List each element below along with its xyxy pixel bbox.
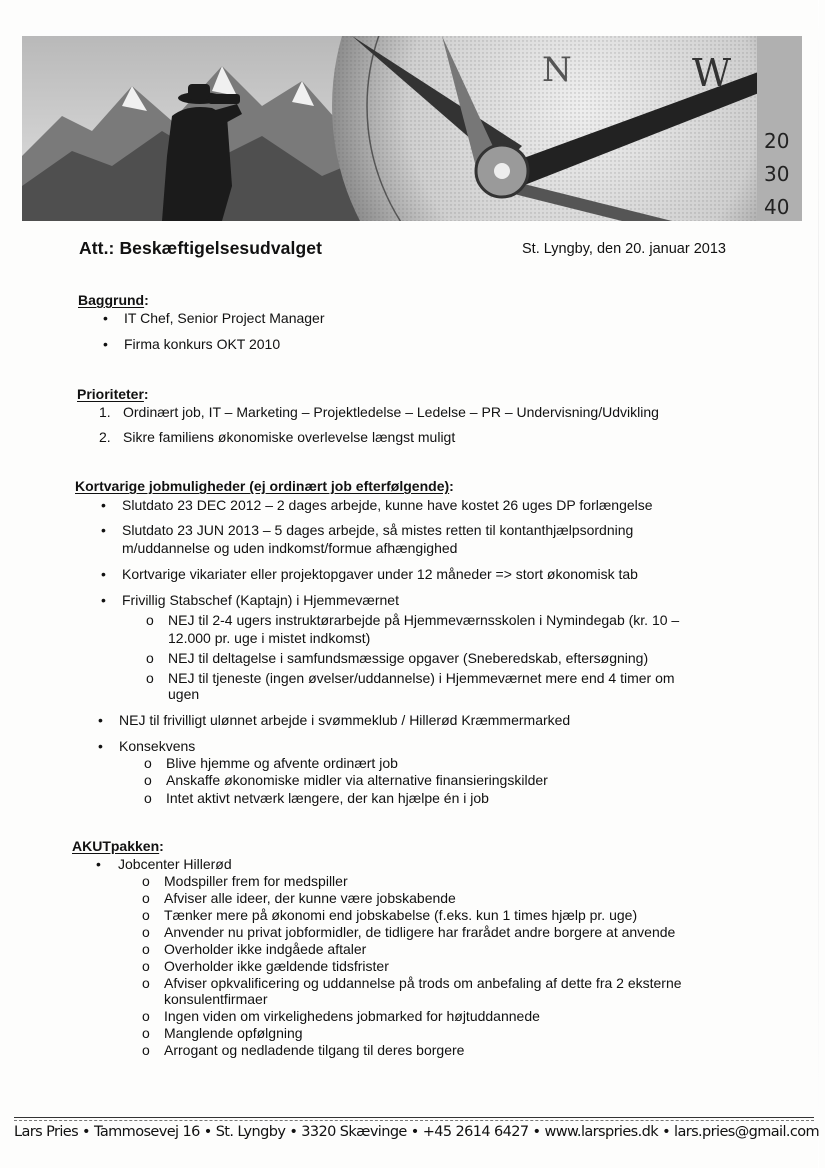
sub-bullet-circle: o <box>146 612 154 628</box>
sub-list-item: Ingen viden om virkelighedens jobmarked for højtuddannede <box>164 1008 540 1024</box>
bullet-dot: • <box>96 856 101 872</box>
list-item: Ordinært job, IT – Marketing – Projektledelse – Ledelse – PR – Undervisning/Udvikling <box>123 404 659 420</box>
compass-n: N <box>542 50 572 90</box>
compass-scale-30: 30 <box>764 162 790 186</box>
bullet-dot: • <box>103 336 108 352</box>
sub-list-item: Modspiller frem for medspiller <box>164 873 348 889</box>
footer-sep: • <box>532 1124 541 1140</box>
sub-list-item-continuation: 12.000 pr. uge i mistet indkomst) <box>168 630 371 646</box>
footer-sep: • <box>289 1124 298 1140</box>
list-item: Firma konkurs OKT 2010 <box>124 336 281 352</box>
sub-bullet-circle: o <box>142 873 150 889</box>
footer-sep: • <box>662 1124 671 1140</box>
sub-bullet-circle: o <box>144 772 152 788</box>
list-item: IT Chef, Senior Project Manager <box>124 310 325 326</box>
sub-bullet-circle: o <box>142 975 150 991</box>
scan-edge <box>818 0 819 1168</box>
bullet-dot: • <box>101 592 106 608</box>
header-banner-image <box>22 36 802 221</box>
footer-sep: • <box>203 1124 212 1140</box>
number-marker: 1. <box>99 404 111 420</box>
bullet-dot: • <box>98 712 103 728</box>
sub-list-item: NEJ til tjeneste (ingen øvelser/uddannelse) i Hjemmeværnet mere end 4 timer om <box>168 670 675 686</box>
bullet-dot: • <box>103 310 108 326</box>
compass-scale-40: 40 <box>764 195 790 219</box>
footer-zip-city: 3320 Skævinge <box>301 1124 407 1140</box>
list-item: Kortvarige vikariater eller projektopgaver under 12 måneder => stort økonomisk tab <box>122 566 638 582</box>
footer-name: Lars Pries <box>14 1124 79 1140</box>
number-marker: 2. <box>99 429 111 445</box>
sub-list-item: Overholder ikke gældende tidsfrister <box>164 958 389 974</box>
footer-divider <box>14 1117 814 1118</box>
sub-bullet-circle: o <box>142 1025 150 1041</box>
sub-list-item: Intet aktivt netværk længere, der kan hjælpe én i job <box>166 790 489 806</box>
sub-bullet-circle: o <box>146 670 154 686</box>
sub-bullet-circle: o <box>142 941 150 957</box>
sub-list-item-continuation: konsulentfirmaer <box>164 991 268 1007</box>
footer-street: Tammosevej 16 <box>94 1124 200 1140</box>
section-akut-heading: AKUTpakken: <box>72 838 164 854</box>
bullet-dot: • <box>98 738 103 754</box>
sub-bullet-circle: o <box>142 907 150 923</box>
footer-divider-dashed <box>14 1120 814 1121</box>
list-item: Slutdato 23 JUN 2013 – 5 dages arbejde, så mistes retten til kontanthjælpsordning <box>122 522 634 538</box>
sub-list-item: Blive hjemme og afvente ordinært job <box>166 755 398 771</box>
sub-list-item: NEJ til 2-4 ugers instruktørarbejde på Hjemmeværnsskolen i Nymindegab (kr. 10 – <box>168 612 680 628</box>
list-item: Sikre familiens økonomiske overlevelse længst muligt <box>123 429 456 445</box>
banner-illustration <box>22 36 802 221</box>
sub-bullet-circle: o <box>142 958 150 974</box>
footer-web-link[interactable]: www.larspries.dk <box>544 1124 659 1140</box>
sub-bullet-circle: o <box>142 1042 150 1058</box>
sub-list-item: Manglende opfølgning <box>164 1025 303 1041</box>
sub-list-item-continuation: ugen <box>168 686 200 702</box>
list-item: Jobcenter Hillerød <box>118 856 232 872</box>
sub-bullet-circle: o <box>142 1008 150 1024</box>
list-item: NEJ til frivilligt ulønnet arbejde i svømmeklub / Hillerød Kræmmermarked <box>119 712 571 728</box>
sub-list-item: Afviser opkvalificering og uddannelse på trods om anbefaling af dette fra 2 eksterne <box>164 975 682 991</box>
sub-list-item: Arrogant og nedladende tilgang til deres borgere <box>164 1042 465 1058</box>
sub-list-item: NEJ til deltagelse i samfundsmæssige opgaver (Sneberedskab, eftersøgning) <box>168 650 649 666</box>
section-kortvarige-heading: Kortvarige jobmuligheder (ej ordinært job efterfølgende): <box>75 478 454 494</box>
bullet-dot: • <box>101 566 106 582</box>
bullet-dot: • <box>101 522 106 538</box>
sub-list-item: Anskaffe økonomiske midler via alternative finansieringskilder <box>166 772 548 788</box>
bullet-dot: • <box>101 497 106 513</box>
section-baggrund-heading: Baggrund: <box>78 292 149 308</box>
footer-sep: • <box>82 1124 90 1140</box>
sub-list-item: Tænker mere på økonomi end jobskabelse (f.eks. kun 1 times hjælp pr. uge) <box>164 907 638 923</box>
footer-contact <box>14 1124 820 1140</box>
sub-bullet-circle: o <box>142 924 150 940</box>
list-item: Konsekvens <box>119 738 196 754</box>
compass-scale-20: 20 <box>764 129 790 153</box>
sub-bullet-circle: o <box>146 650 154 666</box>
attention-line: Att.: Beskæftigelsesudvalget <box>79 238 322 258</box>
list-item: Slutdato 23 DEC 2012 – 2 dages arbejde, kunne have kostet 26 uges DP forlængelse <box>122 497 653 513</box>
sub-list-item: Overholder ikke indgåede aftaler <box>164 941 367 957</box>
footer-town: St. Lyngby <box>215 1124 286 1140</box>
sub-bullet-circle: o <box>142 890 150 906</box>
sub-list-item: Anvender nu privat jobformidler, de tidligere har frarådet andre borgere at anvende <box>164 924 676 940</box>
list-item: Frivillig Stabschef (Kaptajn) i Hjemmeværnet <box>122 592 399 608</box>
footer-sep: • <box>410 1124 419 1140</box>
sub-list-item: Afviser alle ideer, der kunne være jobskabende <box>164 890 456 906</box>
place-date: St. Lyngby, den 20. januar 2013 <box>522 241 726 257</box>
list-item-continuation: m/uddannelse og uden indkomst/formue afhængighed <box>122 540 458 556</box>
compass-w: W <box>692 51 732 95</box>
footer-phone: +45 2614 6427 <box>422 1124 529 1140</box>
sub-bullet-circle: o <box>144 755 152 771</box>
section-prioriteter-heading: Prioriteter: <box>77 386 149 402</box>
sub-bullet-circle: o <box>144 790 152 806</box>
footer-email-link[interactable]: lars.pries@gmail.com <box>674 1124 820 1140</box>
